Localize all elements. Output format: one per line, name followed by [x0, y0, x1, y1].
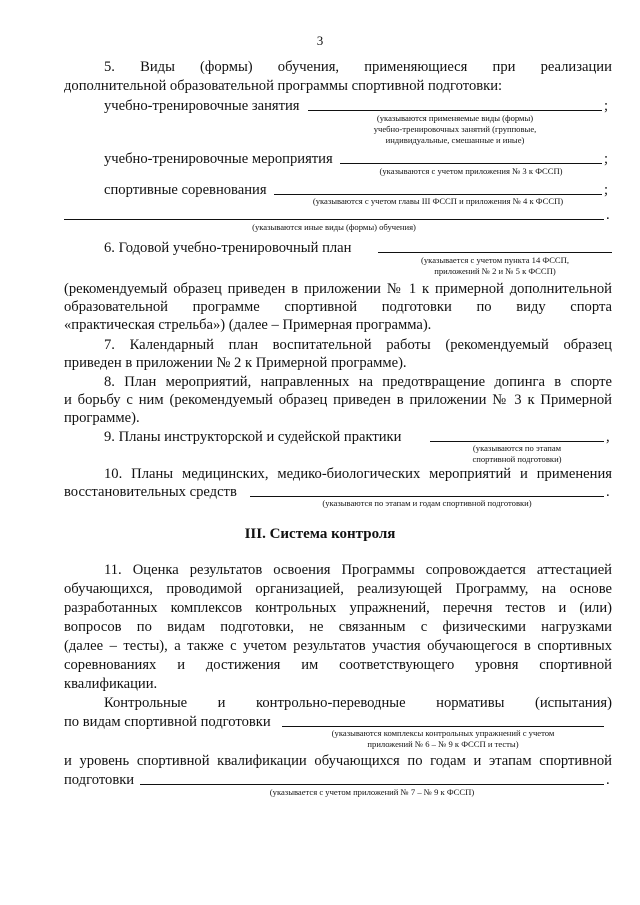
- training-sessions-blank[interactable]: [308, 110, 602, 111]
- item-10-line-2: восстановительных средств: [64, 484, 237, 500]
- competitions-hint: (указываются с учетом главы III ФССП и приложения № 4 к ФССП): [312, 196, 564, 206]
- control-norms-line: Контрольные и контрольно-переводные нормативы (испытания): [104, 695, 612, 711]
- medical-plans-hint: (указываются по этапам и годам спортивной подготовки): [322, 498, 532, 508]
- training-events-blank[interactable]: [340, 163, 602, 164]
- other-forms-hint: (указываются иные виды (формы) обучения): [252, 222, 416, 232]
- item-6-line-1: (рекомендуемый образец приведен в приложении № 1 к примерной дополнительной: [64, 281, 612, 297]
- item-8-line-2: и борьбу с ним (рекомендуемый образец приведен в приложении № 3 к Примерной: [64, 392, 612, 408]
- training-sessions-label: учебно-тренировочные занятия: [104, 98, 300, 114]
- medical-plans-blank[interactable]: [250, 496, 604, 497]
- competitions-blank[interactable]: [274, 194, 602, 195]
- annual-plan-blank[interactable]: [378, 252, 612, 253]
- training-sessions-hint: (указываются применяемые виды (формы) учебно-тренировочных занятий (групповые, индивидуальные, смешанные и иные): [373, 113, 537, 145]
- item-6-line-3: «практическая стрельба») (далее – Примерная программа).: [64, 317, 432, 333]
- item-11-line-4: вопросов по видам подготовки, не связанным с физическими нагрузками: [64, 619, 612, 635]
- item-9: 9. Планы инструкторской и судейской практики: [104, 429, 402, 445]
- item-7-line-2: приведен в приложении № 2 к Примерной программе).: [64, 355, 407, 371]
- training-word: подготовки: [64, 772, 135, 788]
- dot: .: [606, 484, 610, 500]
- item-6-line-2: образовательной программе спортивной подготовки по виду спорта: [64, 299, 612, 315]
- item-5-line-1: 5. Виды (формы) обучения, применяющиеся при реализации: [104, 59, 612, 75]
- comma: ,: [606, 429, 610, 445]
- item-11-line-2: обучающихся, проводимой организацией, реализующей Программу, на основе: [64, 581, 612, 597]
- qualification-level-blank[interactable]: [140, 784, 604, 785]
- semicolon: ;: [604, 98, 609, 114]
- item-11-line-5: (далее – тесты), а также с учетом результатов участия обучающегося в спортивных: [64, 638, 612, 654]
- other-forms-blank[interactable]: [64, 219, 604, 220]
- dot: .: [606, 207, 610, 223]
- item-8-line-3: программе).: [64, 410, 140, 426]
- practice-plans-hint: (указываются по этапам спортивной подготовки): [472, 443, 562, 464]
- dot: .: [606, 772, 610, 788]
- section-title: III. Система контроля: [244, 526, 396, 542]
- control-norms-hint: (указываются комплексы контрольных упражнений с учетом приложений № 6 – № 9 к ФССП и тесты): [331, 728, 555, 749]
- item-11-line-3: разработанных комплексов контрольных упражнений, перечня тестов и (или): [64, 600, 612, 616]
- semicolon: ;: [604, 151, 609, 167]
- by-types-label: по видам спортивной подготовки: [64, 714, 271, 730]
- item-6: 6. Годовой учебно-тренировочный план: [104, 240, 352, 256]
- item-11-line-1: 11. Оценка результатов освоения Программы сопровождается аттестацией: [104, 562, 612, 578]
- semicolon: ;: [604, 182, 609, 198]
- competitions-label: спортивные соревнования: [104, 182, 267, 198]
- level-line: и уровень спортивной квалификации обучающихся по годам и этапам спортивной: [64, 753, 612, 769]
- training-events-hint: (указываются с учетом приложения № 3 к ФССП): [379, 166, 563, 176]
- item-11-line-6: соревнованиях и достижения им соответствующего уровня спортивной: [64, 657, 612, 673]
- item-11-line-7: квалификации.: [64, 676, 158, 692]
- qualification-level-hint: (указывается с учетом приложений № 7 – № 9 к ФССП): [269, 787, 475, 797]
- item-7-line-1: 7. Календарный план воспитательной работы (рекомендуемый образец: [104, 337, 612, 353]
- practice-plans-blank[interactable]: [430, 441, 604, 442]
- item-8-line-1: 8. План мероприятий, направленных на предотвращение допинга в спорте: [104, 374, 612, 390]
- control-norms-blank[interactable]: [282, 726, 604, 727]
- training-events-label: учебно-тренировочные мероприятия: [104, 151, 333, 167]
- item-5-line-2: дополнительной образовательной программы спортивной подготовки:: [64, 78, 503, 94]
- annual-plan-hint: (указывается с учетом пункта 14 ФССП, приложений № 2 и № 5 к ФССП): [420, 255, 570, 276]
- item-10-line-1: 10. Планы медицинских, медико-биологических мероприятий и применения: [104, 466, 612, 482]
- page-number: 3: [316, 33, 324, 48]
